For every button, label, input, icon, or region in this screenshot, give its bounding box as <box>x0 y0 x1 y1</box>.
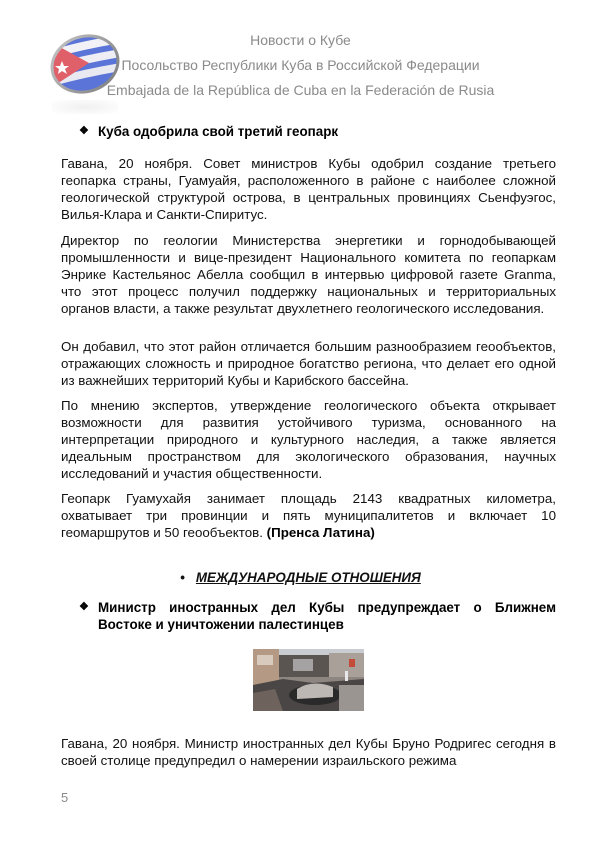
diamond-bullet-icon: ❖ <box>79 601 89 613</box>
newsletter-title: Новости о Кубе <box>250 32 351 48</box>
article-paragraph: Директор по геологии Министерства энергетики и горнодобывающей промышленности и вице-президент Национального комитета по геопаркам Энрике Кастельянос Абелла сообщил в интервью цифровой газете Granma, что этот процесс получил поддержку национальных и территориальных органов власти, а также результат двухлетнего геологического исследования. <box>61 233 556 316</box>
page-number: 5 <box>61 790 69 805</box>
article-paragraph: Гавана, 20 ноября. Совет министров Кубы одобрил создание третьего геопарка страны, Гуамуайя, расположенного в районе с наиболее сложной геологической структурой острова, в центральных провинциях Сьенфуэгос, Вилья-Клара и Санкти-Спиритус. <box>61 156 556 222</box>
article-paragraph: Он добавил, что этот район отличается большим разнообразием геообъектов, отражающих сложность и природное богатство региона, что делает его одной из важнейших территорий Кубы и Карибского бассейна. <box>61 339 556 388</box>
article-title-line1: Министр иностранных дел Кубы предупреждает о Ближнем <box>98 600 556 615</box>
embassy-name-es: Embajada de la República de Cuba en la Federación de Rusia <box>106 82 495 98</box>
article-photo <box>253 649 364 711</box>
article-title-line2: Востоке и уничтожении палестинцев <box>98 617 344 632</box>
source-attribution: (Пренса Латина) <box>266 525 375 540</box>
section-title: МЕЖДУНАРОДНЫЕ ОТНОШЕНИЯ <box>195 570 421 585</box>
article-paragraph-text: Геопарк Гуамухайя занимает площадь 2143 квадратных километра, охватывает три провинции и пять муниципалитетов и включает 10 геомаршрутов и 50 геообъектов. <box>61 491 556 540</box>
section-heading <box>0 569 601 586</box>
article-title-text: Куба одобрила свой третий геопарк <box>98 124 339 139</box>
article-paragraph: Гавана, 20 ноября. Министр иностранных дел Кубы Бруно Родригес сегодня в своей столице предупредил о намерении израильского режима <box>61 736 556 768</box>
bullet-icon: • <box>180 570 185 585</box>
diamond-bullet-icon: ❖ <box>79 125 89 137</box>
article-paragraph-last <box>61 490 556 541</box>
embassy-name-ru: Посольство Республики Куба в Российской Федерации <box>121 57 480 73</box>
logo-shadow <box>52 100 118 114</box>
article-paragraph: По мнению экспертов, утверждение геологического объекта открывает возможности для развития устойчивого туризма, основанного на интерпретации природного и культурного наследия, а также является идеальным пространством для экологического образования, научных исследований и участия общественности. <box>61 398 556 481</box>
